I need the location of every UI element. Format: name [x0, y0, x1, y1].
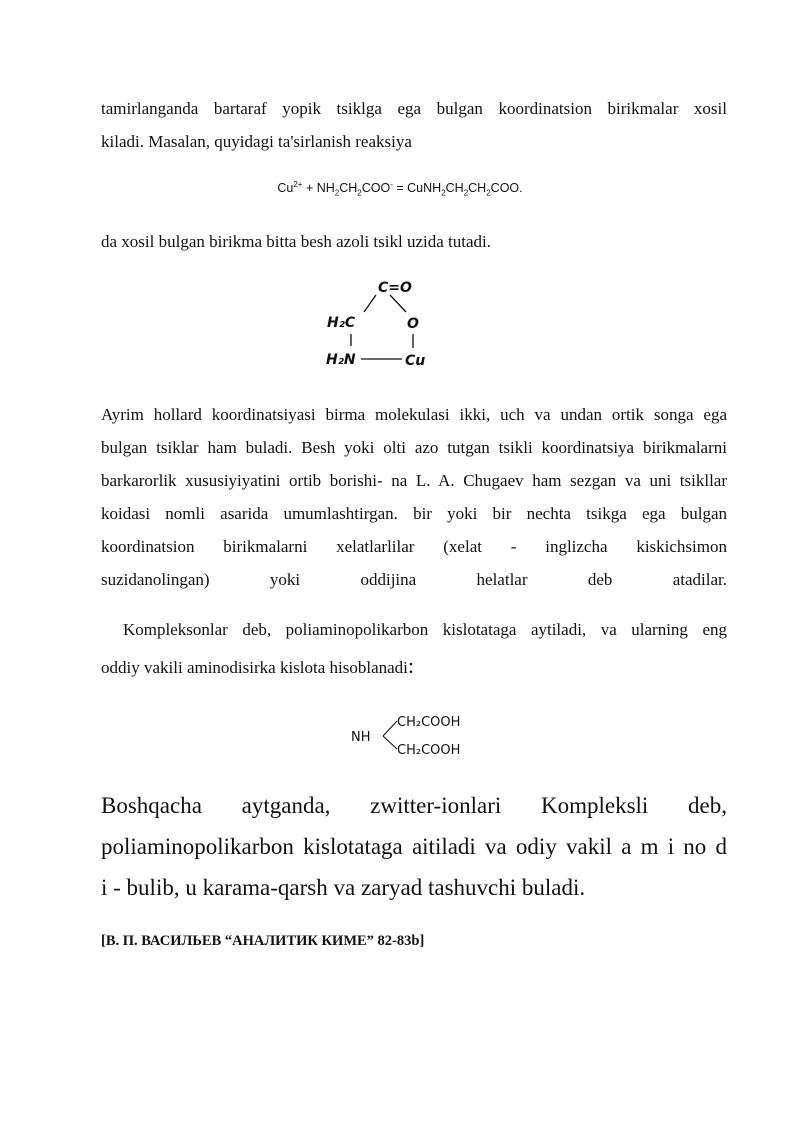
structure-c-o: C=O — [378, 280, 412, 296]
chelate-ring-structure — [320, 272, 440, 372]
paragraph-line: poliaminopolikarbon kislotataga aitiladi va odiy vakil a m i no d — [101, 834, 727, 859]
reaction-equation: $Cu^{2+} + NH_2CH_2COO^-$ = $CuNH_2CH_2CH_2COO$. — [277, 180, 523, 198]
paragraph-line: koidasi nomli asarida umumlashtirgan. bir yoki bir nechta tsikga ega bulgan — [101, 504, 727, 523]
paragraph-line: barkarorlik xususiyiyatini ortib borishi- na L. A. Chugaev ham sezgan va uni tsikllar — [101, 471, 727, 490]
paragraph-zwitterion — [101, 785, 727, 908]
structure-ch2cooh-top: CH₂COOH — [397, 715, 461, 730]
bond-line — [383, 721, 397, 736]
structure-o: O — [407, 316, 419, 332]
paragraph-line: i - bulib, u karama-qarsh va zaryad tashuvchi buladi. — [101, 875, 586, 900]
paragraph-line: Boshqacha aytganda, zwitter-ionlari Kompleksli deb, — [101, 793, 727, 818]
paragraph-cycle — [101, 225, 727, 258]
bond-line — [364, 295, 376, 312]
bond-line — [383, 736, 397, 749]
structure-ch2cooh-bottom: CH₂COOH — [397, 743, 461, 758]
paragraph-line: tamirlanganda bartaraf yopik tsiklga ega bulgan koordinatsion birikmalar xosil — [101, 99, 727, 118]
paragraph-complexones — [101, 612, 727, 686]
paragraph-intro — [101, 92, 727, 158]
structure-h2n: H₂N — [326, 352, 356, 368]
paragraph-line: da xosil bulgan birikma bitta besh azoli tsikl uzida tutadi. — [101, 232, 491, 251]
paragraph-line: kiladi. Masalan, quyidagi ta'sirlanish reaksiya — [101, 132, 412, 151]
paragraph-line: oddiy vakili aminodisirka kislota hisoblanadi: — [101, 653, 415, 678]
paragraph-line: Ayrim hollard koordinatsiyasi birma molekulasi ikki, uch va undan ortik songa ega — [101, 405, 727, 424]
paragraph-line: Kompleksonlar deb, poliaminopolikarbon kislotataga aytiladi, va ularning eng — [123, 620, 727, 639]
structure-h2c: H₂C — [327, 315, 356, 331]
structure-nh: NH — [351, 730, 371, 745]
paragraph-line: suzidanolingan) yoki oddijina helatlar deb atadilar. — [101, 570, 727, 589]
paragraph-line: bulgan tsiklar ham buladi. Besh yoki olti azo tutgan tsikli koordinatsiya birikmalarni — [101, 438, 727, 457]
reference-citation: [В. П. ВАСИЛЬЕВ “АНАЛИТИК КИМЕ” 82-83b] — [101, 933, 425, 949]
paragraph-line: koordinatsion birikmalarni xelatlarlilar (xelat - inglizcha kiskichsimon — [101, 537, 727, 556]
iminodiacetic-acid-structure — [345, 705, 485, 765]
bond-line — [390, 295, 406, 312]
paragraph-chelates — [101, 398, 727, 596]
structure-cu: Cu — [405, 353, 426, 369]
colon-mark: : — [407, 653, 415, 678]
